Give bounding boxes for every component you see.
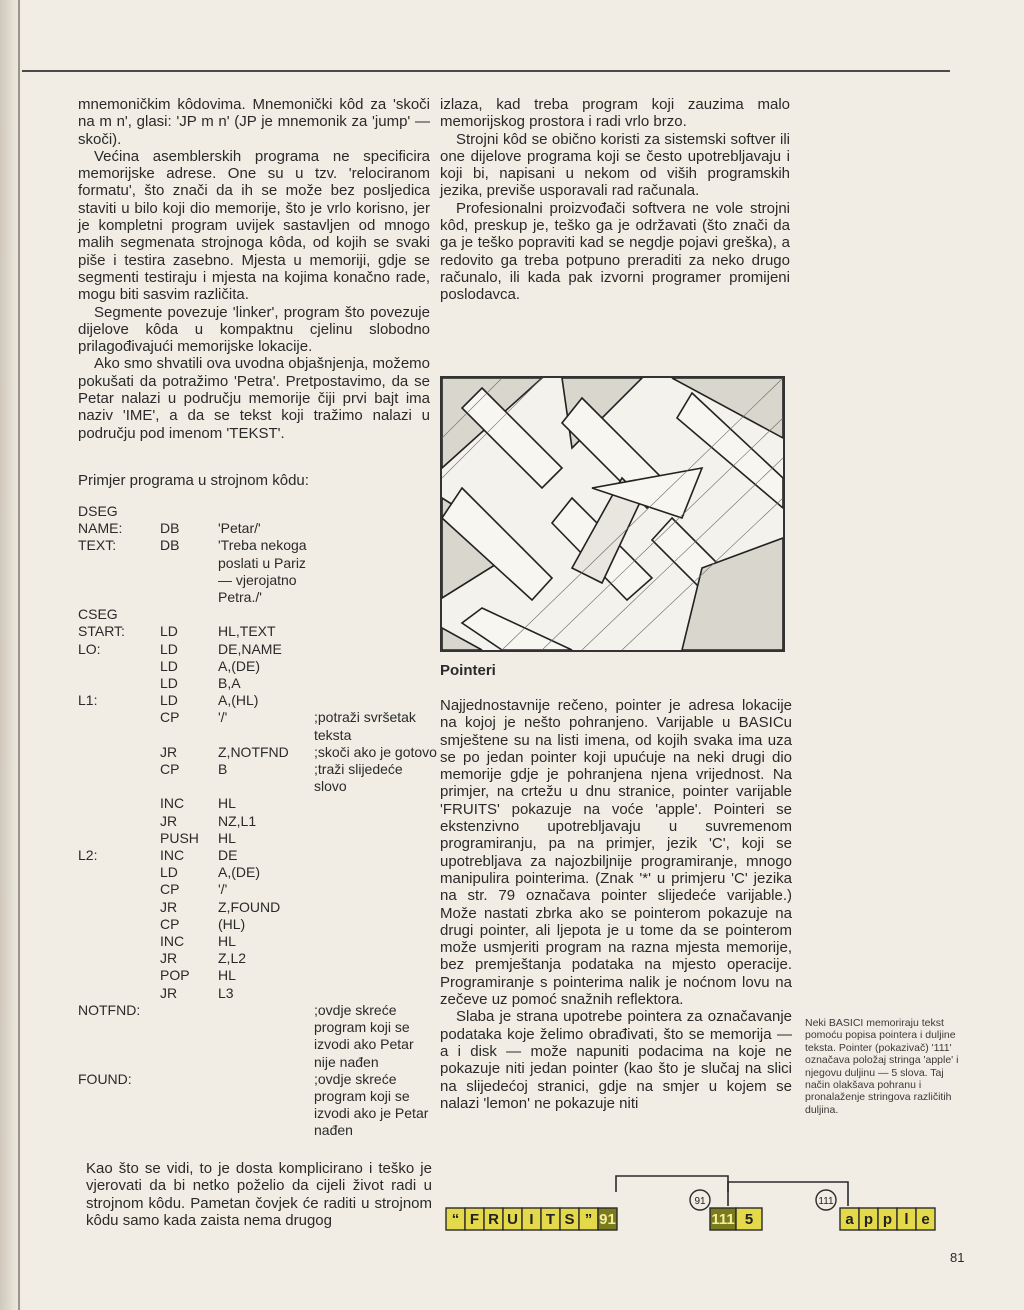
- code-line: [78, 967, 438, 984]
- code-line: [78, 606, 438, 623]
- code-comment: ;ovdje skreće program koji se izvodi ako je Petar nađen: [314, 1070, 429, 1139]
- code-label: [78, 675, 160, 692]
- code-line: [78, 537, 438, 606]
- code-label: [78, 967, 160, 984]
- code-comment: [314, 692, 438, 709]
- code-opcode: LD: [160, 692, 178, 709]
- right-paragraph: Strojni kôd se obično koristi za sistemski softver ili one dijelove programa koji se često upotrebljavaju i koji bi, napisani u nekom od viših programskih jezika, previše usporavali rad računala.: [440, 130, 790, 200]
- code-operand: Z,NOTFND: [218, 743, 289, 760]
- code-label: [78, 899, 160, 916]
- code-line: [78, 830, 438, 847]
- code-label: [78, 795, 160, 812]
- right-paragraph: Profesionalni proizvođači softvera ne vole strojni kôd, preskup je, teško ga je održavati (što znači da ga je teško popraviti kad se negdje pojavi greška), a redovito ga treba potpuno preraditi za neko drugo računalo, ili kada pak izvorni programer promijeni poslodavca.: [440, 199, 790, 304]
- code-line: [78, 795, 438, 812]
- code-label: START:: [78, 623, 125, 640]
- fruits-block-char: R: [488, 1211, 499, 1228]
- code-label: NOTFND:: [78, 1001, 141, 1018]
- fruits-block-char: U: [507, 1211, 518, 1228]
- code-opcode: CP: [160, 709, 180, 726]
- left-paragraph: Segmente povezuje 'linker', program što povezuje dijelove kôda u kompaktnu cjelinu slobodno prilagođivajući memorijske lokacije.: [78, 303, 430, 356]
- code-comment: [314, 830, 438, 847]
- apple-block-char: l: [904, 1211, 909, 1228]
- code-comment: [314, 881, 438, 898]
- code-opcode: [160, 606, 218, 623]
- code-label: LO:: [78, 640, 101, 657]
- page-number: 81: [950, 1250, 965, 1265]
- code-line: [78, 881, 438, 898]
- code-label: [78, 864, 160, 881]
- code-comment: [314, 813, 438, 830]
- code-operand: A,(DE): [218, 657, 260, 674]
- code-line: [78, 1071, 438, 1140]
- code-opcode: INC: [160, 933, 185, 950]
- code-comment: [314, 503, 438, 520]
- code-line: [78, 520, 438, 537]
- pointers-section: [440, 697, 792, 1112]
- code-opcode: LD: [160, 640, 178, 657]
- code-opcode: CP: [160, 881, 180, 898]
- code-line: [78, 933, 438, 950]
- code-line: [78, 864, 438, 881]
- code-line: [78, 641, 438, 658]
- code-operand: B,A: [218, 675, 241, 692]
- left-paragraph: Većina asemblerskih programa ne specificira memorijske adrese. One su u tzv. 'relociranom formatu', što znači da ih se može bez posljedica staviti u bilo koji dio memorije, što je vrlo korisno, jer je kompletni program uvijek sastavljen od mnogo malih segmenata strojnoga kôda, od kojih se svaki piše i testira zasebno. Mjesta u memoriji, gdje se segmenti testiraju i mjesta na kojima konačno rade, mogu biti sasvim različita.: [78, 147, 430, 304]
- left-column: [78, 96, 430, 442]
- assembly-code-listing: [78, 503, 438, 1140]
- code-line: [78, 847, 438, 864]
- code-comment: [314, 795, 438, 812]
- code-line: [78, 916, 438, 933]
- code-label: [78, 985, 160, 1002]
- code-line: [78, 744, 438, 761]
- address-marker-label: 111: [818, 1196, 834, 1207]
- code-comment: [314, 899, 438, 916]
- pointer-diagram-svg: [440, 1170, 952, 1240]
- code-line: [78, 658, 438, 675]
- code-operand: 'Treba nekoga poslati u Pariz — vjerojatno Petra./': [218, 537, 307, 606]
- code-opcode: PUSH: [160, 829, 199, 846]
- fruits-block-char: T: [545, 1211, 556, 1228]
- code-operand: NZ,L1: [218, 812, 257, 829]
- code-comment: ;potraži svršetak teksta: [314, 709, 416, 743]
- code-line: [78, 503, 438, 520]
- code-line: [78, 1002, 438, 1071]
- code-comment: [314, 658, 438, 675]
- code-opcode: CP: [160, 915, 180, 932]
- fruits-block-char: ”: [584, 1211, 593, 1228]
- code-opcode: JR: [160, 743, 178, 760]
- code-opcode: LD: [160, 864, 178, 881]
- code-line: [78, 692, 438, 709]
- left-paragraph: mnemoničkim kôdovima. Mnemonički kôd za 'skoči na m n', glasi: 'JP m n' (JP je mnemonik za 'jump' — skoči).: [78, 96, 430, 148]
- code-opcode: JR: [160, 984, 178, 1001]
- code-opcode: LD: [160, 675, 178, 692]
- top-rule: [22, 70, 950, 72]
- code-label: TEXT:: [78, 537, 117, 554]
- code-label: [78, 813, 160, 830]
- code-opcode: LD: [160, 623, 178, 640]
- code-intro: Primjer programa u strojnom kôdu:: [78, 472, 309, 489]
- fruits-block-char: S: [564, 1211, 575, 1228]
- code-line: [78, 813, 438, 830]
- code-label: L2:: [78, 847, 98, 864]
- code-operand: DE,NAME: [218, 640, 282, 657]
- code-label: DSEG: [78, 503, 118, 519]
- code-operand: A,(HL): [218, 692, 259, 709]
- pointer-diagram: [440, 1170, 952, 1240]
- code-opcode: [160, 1002, 218, 1071]
- right-column: [440, 96, 790, 304]
- code-label: [78, 744, 160, 761]
- code-opcode: [160, 1071, 218, 1140]
- code-operand: [218, 503, 314, 520]
- fruits-block-char: 91: [599, 1211, 616, 1228]
- binding-line: [18, 0, 20, 1310]
- pointers-paragraph: Slaba je strana upotrebe pointera za označavanje podataka koje želimo obrađivati, što se memorija — a i disk — može napuniti podacima na koje ne pokazuje niti jedan pointer (kao što je slučaj na slici na slijedećoj stranici, gdje na smjer u kojem se nalazi 'lemon' ne pokazuje niti: [440, 1008, 792, 1112]
- code-comment: ;ovdje skreće program koji se izvodi ako Petar nije nađen: [314, 1001, 414, 1070]
- code-comment: ;traži slijedeće slovo: [314, 761, 403, 795]
- code-line: [78, 950, 438, 967]
- pointers-paragraph: Najjednostavnije rečeno, pointer je adresa lokacije na kojoj je nešto pohranjeno. Varijable u BASICu smještene su na listi imena, od kojih svaka ima uza se po jedan pointer koji upućuje na neki drugi dio memorije gdje je pohranjena njena vrijednost. Na primjer, na crtežu u dnu stranice, pointer varijable 'FRUITS' pokazuje na voće 'apple'. Pointeri se ekstenzivno upotrebljavaju u suvremenom programiranju, pa na primjer, jezik 'C', koji se upotrebljava za najozbiljnije programiranje, mnogo manipulira pointerima. (Znak '*' u primjeru 'C' jezika na str. 79 označava pointer slijedeće varijable.) Može nastati zbrka ako se pointerom pokazuje na drugi pointer, ali ljepota je u tome da se pointerom može usmjeriti program na razna mjesta memorije, bez premještanja podataka na mjesto operacije. Programiranje s pointerima nalik je noćnom lovu na zečeve uz pomoć snažnih reflektora.: [440, 697, 792, 1009]
- code-line: [78, 623, 438, 640]
- code-label: [78, 881, 160, 898]
- code-label: [78, 761, 160, 795]
- pointer-line-1: [616, 1176, 728, 1206]
- code-opcode: CP: [160, 761, 180, 778]
- apple-block-char: a: [845, 1211, 854, 1228]
- code-comment: [314, 967, 438, 984]
- code-opcode: DB: [160, 520, 180, 537]
- code-comment: [314, 623, 438, 640]
- pointer-block-char: 111: [711, 1211, 735, 1228]
- code-label: CSEG: [78, 606, 118, 623]
- code-opcode: JR: [160, 812, 178, 829]
- code-comment: [314, 847, 438, 864]
- code-operand: Z,FOUND: [218, 898, 281, 915]
- fruits-block-char: “: [451, 1211, 460, 1228]
- code-opcode: POP: [160, 967, 190, 984]
- code-label: FOUND:: [78, 1070, 132, 1087]
- code-operand: '/': [218, 881, 228, 898]
- code-comment: [314, 864, 438, 881]
- apple-block-char: p: [882, 1211, 893, 1228]
- code-opcode: INC: [160, 847, 185, 864]
- fruits-block-char: F: [469, 1211, 480, 1228]
- code-operand: Z,L2: [218, 950, 247, 967]
- code-line: [78, 675, 438, 692]
- code-label: [78, 933, 160, 950]
- apple-block-char: p: [863, 1211, 874, 1228]
- code-opcode: LD: [160, 657, 178, 674]
- code-operand: B: [218, 761, 228, 778]
- code-line: [78, 761, 438, 795]
- code-comment: [314, 537, 438, 606]
- figure-caption: Neki BASICI memoriraju tekst pomoću popisa pointera i duljine teksta. Pointer (pokazivač) '111' označava položaj stringa 'apple' i njegovu duljinu — 5 slova. Taj način olakšava pohranu i pronalaženje stringova različitih duljina.: [805, 1017, 959, 1116]
- fruits-block-char: I: [529, 1211, 534, 1228]
- after-code-paragraph: Kao što se vidi, to je dosta komplicirano i teško je vjerovati da bi netko poželio da cijeli život radi u strojnom kôdu. Pametan čovjek će raditi u strojnom kôdu samo kada zaista nema drugog: [86, 1160, 432, 1229]
- code-line: [78, 985, 438, 1002]
- code-label: [78, 658, 160, 675]
- apple-block-char: e: [921, 1211, 930, 1228]
- code-operand: HL: [218, 967, 236, 984]
- code-comment: [314, 520, 438, 537]
- code-label: [78, 950, 160, 967]
- code-operand: [218, 1002, 314, 1071]
- code-comment: [314, 606, 438, 623]
- code-label: NAME:: [78, 520, 123, 537]
- address-marker-label: 91: [694, 1196, 706, 1207]
- code-comment: [314, 675, 438, 692]
- code-comment: [314, 916, 438, 933]
- arrows-pattern: [442, 378, 783, 650]
- left-paragraph: Ako smo shvatili ova uvodna objašnjenja, možemo pokušati da potražimo 'Petra'. Pretpostavimo, da se Petar nalazi u području memorije čiji prvi bajt ima naziv 'IME', a da se tekst koji tražimo nalazi u području pod imenom 'TEKST'.: [78, 355, 431, 442]
- code-comment: [314, 950, 438, 967]
- code-operand: HL: [218, 829, 236, 846]
- code-label: [78, 916, 160, 933]
- code-opcode: DB: [160, 537, 180, 554]
- code-opcode: [160, 503, 218, 520]
- code-comment: ;skoči ako je gotovo: [314, 743, 437, 760]
- code-opcode: JR: [160, 898, 178, 915]
- code-operand: (HL): [218, 915, 246, 932]
- section-heading-pointers: Pointeri: [440, 662, 496, 679]
- code-operand: '/': [218, 709, 228, 726]
- pointer-block-char: 5: [744, 1211, 754, 1228]
- code-comment: [314, 641, 438, 658]
- code-line: [78, 709, 438, 743]
- code-label: [78, 709, 160, 743]
- code-operand: HL: [218, 795, 236, 812]
- code-operand: 'Petar/': [218, 520, 261, 537]
- code-operand: HL,TEXT: [218, 623, 276, 640]
- code-operand: DE: [218, 847, 238, 864]
- code-operand: [218, 1071, 314, 1140]
- arrows-illustration: [440, 376, 785, 652]
- code-opcode: INC: [160, 795, 185, 812]
- code-operand: L3: [218, 984, 234, 1001]
- code-opcode: JR: [160, 950, 178, 967]
- code-label: [78, 830, 160, 847]
- code-operand: HL: [218, 933, 236, 950]
- right-paragraph: izlaza, kad treba program koji zauzima malo memorijskog prostora i radi vrlo brzo.: [440, 96, 790, 131]
- code-operand: [218, 606, 314, 623]
- code-comment: [314, 933, 438, 950]
- code-label: L1:: [78, 692, 98, 709]
- code-comment: [314, 985, 438, 1002]
- code-line: [78, 899, 438, 916]
- code-operand: A,(DE): [218, 864, 260, 881]
